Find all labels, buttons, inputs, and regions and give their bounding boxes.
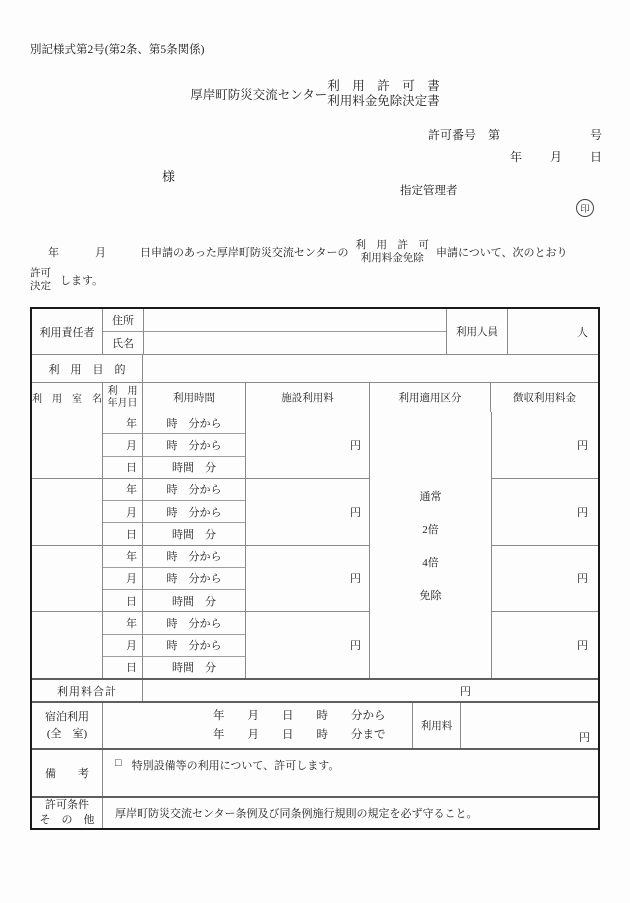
- date-unit: 月: [103, 634, 142, 656]
- time-slot: 時間 分: [143, 456, 245, 478]
- lodging-fee-yen: 円: [460, 703, 598, 748]
- col-header-date: [102, 383, 142, 412]
- room-column: [32, 412, 102, 678]
- title-facility: 厚岸町防災交流センター: [190, 87, 328, 102]
- date-unit: 日: [103, 656, 142, 678]
- body-after-stack-text: 申請について、次のとおり: [435, 247, 568, 259]
- date-group: [103, 611, 142, 678]
- address-label: 住所: [112, 315, 134, 327]
- addressee-sama: 様: [162, 169, 176, 184]
- time-slot: 時 分から: [166, 417, 222, 430]
- col-header-fee: 施設利用料: [245, 383, 369, 412]
- time-slot: 時 分から: [166, 617, 222, 630]
- time-slot: 時 分から: [143, 500, 245, 522]
- body-stack-permit-exemption: [355, 239, 429, 265]
- date-unit: 月: [103, 433, 142, 455]
- total-yen: 円: [142, 680, 598, 701]
- detail-rows: [32, 412, 598, 678]
- body-year: 年: [48, 247, 59, 259]
- date-group: [103, 545, 142, 612]
- category-option-normal: 通常: [419, 490, 442, 503]
- date-unit: 年: [126, 484, 137, 497]
- time-group: [143, 478, 245, 545]
- purpose-value: [142, 355, 598, 382]
- issue-date-line: [510, 148, 602, 165]
- fee-yen: 円: [246, 478, 369, 545]
- row-purpose: [32, 354, 598, 382]
- body-stack-top: 利 用 許 可: [355, 240, 429, 251]
- name-value: [144, 331, 446, 354]
- seal-stamp-icon: 印: [576, 199, 594, 217]
- conditions-label-bottom: そ の 他: [39, 814, 95, 826]
- date-group: [103, 412, 142, 478]
- charged-yen: 円: [492, 545, 598, 612]
- time-group: [143, 412, 245, 478]
- charged-yen: 円: [492, 478, 598, 545]
- fee-column: [245, 412, 369, 678]
- col-header-time: 利用時間: [142, 383, 245, 412]
- row-column-headers: [32, 382, 598, 412]
- body-paragraph-line2: [30, 266, 103, 294]
- charged-yen: 円: [577, 439, 588, 452]
- responsible-values: [143, 309, 446, 354]
- lodging-fee-label: 利用料: [412, 703, 460, 748]
- date-unit: 年: [126, 617, 137, 630]
- room-cell: [32, 478, 102, 545]
- time-column: [142, 412, 245, 678]
- title-line-exemption: 利用料金免除決定書: [327, 93, 440, 108]
- row-conditions: [32, 796, 598, 828]
- title-stack: [327, 79, 440, 108]
- body-month: 月: [95, 247, 106, 259]
- lodging-label: [32, 703, 102, 748]
- lodging-label-bottom: (全 室): [46, 727, 88, 740]
- time-slot: 時 分から: [166, 484, 222, 497]
- row-lodging: [32, 701, 598, 748]
- body-stack2-bottom: 決定: [30, 281, 51, 292]
- body-stack-bottom: 利用料金免除: [360, 253, 424, 264]
- time-slot: 時間 分: [143, 656, 245, 678]
- conditions-text: 厚岸町防災交流センター条例及び同条例施行規則の規定を必ず守ること。: [102, 798, 598, 828]
- issue-date-day: 日: [589, 150, 602, 164]
- issue-date-month: 月: [549, 150, 562, 164]
- category-option-exempt: 免除: [419, 589, 442, 602]
- permit-number-line: [428, 126, 602, 143]
- form-number: 別記様式第2号(第2条、第5条関係): [30, 44, 205, 56]
- special-equipment-checkbox: □: [115, 757, 122, 769]
- time-slot: 時間 分: [143, 589, 245, 611]
- date-unit: 年: [126, 551, 137, 564]
- responsible-sublabels: [102, 309, 143, 354]
- body-lead-text: 日申請のあった厚岸町防災交流センターの: [140, 247, 349, 259]
- time-slot: 時 分から: [166, 551, 222, 564]
- date-unit: 月: [103, 567, 142, 589]
- purpose-label: 利 用 目 的: [48, 363, 126, 376]
- date-unit: 月: [103, 500, 142, 522]
- charged-yen: 円: [492, 611, 598, 678]
- date-group: [103, 478, 142, 545]
- total-label: 利用料合計: [57, 685, 117, 698]
- issuer-label: 指定管理者: [400, 185, 458, 197]
- row-remarks: [32, 748, 598, 796]
- conditions-label-top: 許可条件: [45, 799, 89, 811]
- remarks-content: [102, 750, 598, 796]
- lodging-period: [102, 703, 412, 748]
- time-slot: 時 分から: [143, 634, 245, 656]
- date-unit: 日: [103, 589, 142, 611]
- permit-table: [30, 307, 600, 830]
- permit-number-prefix: 許可番号 第: [427, 128, 500, 142]
- fee-yen: 円: [246, 545, 369, 612]
- fee-yen: 円: [246, 611, 369, 678]
- document-title: [0, 79, 630, 108]
- body-paragraph-line1: [30, 237, 568, 267]
- title-line-permit: 利 用 許 可 書: [327, 79, 440, 93]
- body-stack-approve-decide: [30, 267, 51, 293]
- time-group: [143, 611, 245, 678]
- date-unit: 年: [126, 417, 137, 430]
- category-option-4x: 4倍: [422, 556, 439, 569]
- time-slot: 時 分から: [143, 567, 245, 589]
- category-column: [369, 412, 491, 678]
- body-stack2-top: 許可: [30, 268, 51, 279]
- room-cell: [32, 412, 102, 478]
- remarks-text: 特別設備等の利用について、許可します。: [131, 760, 340, 772]
- lodging-to: 年 月 日 時 分まで: [213, 728, 386, 741]
- category-option-2x: 2倍: [422, 523, 439, 536]
- lodging-from: 年 月 日 時 分から: [213, 709, 386, 722]
- issue-date-year: 年: [509, 150, 522, 164]
- col-header-charged: 徴収利用料金: [490, 383, 598, 412]
- responsible-label: 利用責任者: [39, 326, 95, 339]
- room-cell: [32, 545, 102, 612]
- col-header-category: 利用適用区分: [369, 383, 490, 412]
- col-header-room: 利 用 室 名: [32, 394, 102, 405]
- date-unit: 日: [103, 456, 142, 478]
- name-label: 氏名: [103, 331, 143, 354]
- conditions-label: [32, 798, 102, 828]
- date-unit: 日: [103, 522, 142, 544]
- room-cell: [32, 611, 102, 678]
- remarks-label: 備 考: [45, 768, 89, 780]
- date-column: [102, 412, 142, 678]
- lodging-label-top: 宿泊利用: [45, 710, 89, 723]
- body-closing-text: します。: [60, 275, 104, 287]
- permit-number-suffix: 号: [589, 128, 602, 142]
- row-total: [32, 678, 598, 701]
- address-value: [144, 309, 446, 331]
- people-label: 利用人員: [446, 309, 507, 354]
- fee-yen: 円: [350, 439, 361, 452]
- time-slot: 時 分から: [143, 433, 245, 455]
- charged-column: [491, 412, 598, 678]
- time-slot: 時間 分: [143, 522, 245, 544]
- time-group: [143, 545, 245, 612]
- col-header-date-bottom: 年月日: [107, 397, 138, 409]
- people-unit: 人: [507, 309, 598, 354]
- row-responsible: [32, 309, 598, 354]
- col-header-date-top: 利 用: [107, 385, 138, 397]
